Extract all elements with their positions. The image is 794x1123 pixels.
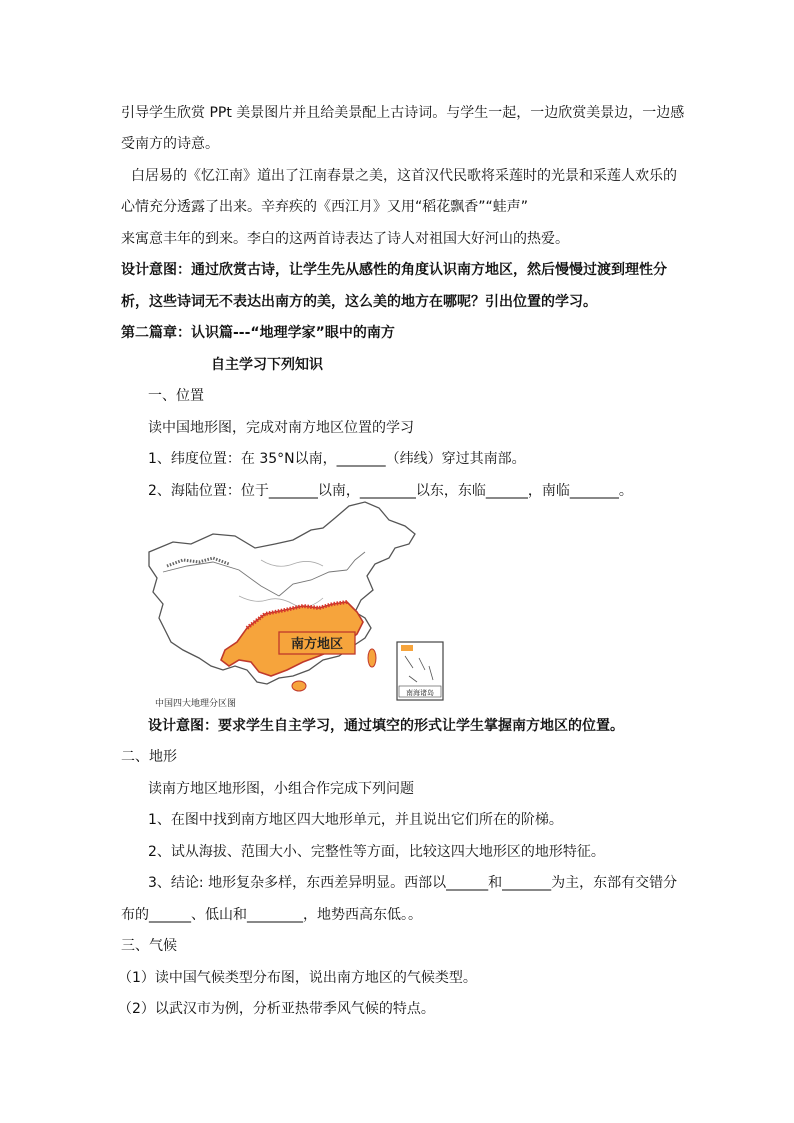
- design-intent-line: 设计意图：通过欣赏古诗，让学生先从感性的角度认识南方地区，然后慢慢过渡到理性分: [121, 262, 667, 278]
- china-regions-map: [143, 500, 446, 710]
- question-line: （2）以武汉市为例，分析亚热带季风气候的特点。: [118, 1001, 435, 1017]
- inset-land: [401, 645, 413, 651]
- question-line: （1）读中国气候类型分布图，说出南方地区的气候类型。: [118, 970, 477, 986]
- map-graphic: [143, 500, 446, 710]
- inset-label: 南海诸岛: [406, 689, 434, 697]
- question-line: 1、纬度位置：在 35°N以南，_______（纬线）穿过其南部。: [148, 451, 526, 467]
- section-heading-climate: 三、气候: [121, 938, 177, 954]
- instruction-line: 读中国地形图，完成对南方地区位置的学习: [148, 420, 414, 436]
- paragraph-line: 受南方的诗意。: [121, 136, 219, 152]
- taiwan-island: [368, 649, 376, 667]
- design-intent-line: 设计意图：要求学生自主学习，通过填空的形式让学生掌握南方地区的位置。: [148, 718, 624, 734]
- design-intent-line: 析，这些诗词无不表达出南方的美，这么美的地方在哪呢？引出位置的学习。: [121, 294, 597, 310]
- question-line: 布的______、低山和________，地势西高东低。。: [121, 907, 422, 923]
- question-line: 1、在图中找到南方地区四大地形单元，并且说出它们所在的阶梯。: [148, 812, 563, 828]
- question-line: 2、海陆位置：位于_______以南，________以东，东临______，南临_______。: [148, 483, 633, 499]
- map-caption: 中国四大地理分区图: [155, 699, 237, 709]
- paragraph-line: 来寓意丰年的到来。李白的这两首诗表达了诗人对祖国大好河山的热爱。: [121, 231, 569, 247]
- hainan-island: [292, 681, 306, 691]
- question-line: 3、结论: 地形复杂多样，东西差异明显。西部以______和_______为主，东部有交错分: [148, 875, 678, 891]
- question-line: 2、试从海拔、范围大小、完整性等方面，比较这四大地形区的地形特征。: [148, 844, 605, 860]
- paragraph-line: 引导学生欣赏 PPt 美景图片并且给美景配上古诗词。与学生一起，一边欣赏美景边，一边感: [121, 105, 685, 121]
- instruction-line: 读南方地区地形图，小组合作完成下列问题: [148, 781, 414, 797]
- chapter-heading: 第二篇章：认识篇---“地理学家”眼中的南方: [121, 325, 395, 341]
- paragraph-line: 心情充分透露了出来。辛弃疾的《西江月》又用“稻花飘香”“蛙声”: [121, 199, 529, 215]
- section-heading-location: 一、位置: [148, 388, 204, 404]
- section-heading-terrain: 二、地形: [121, 749, 177, 765]
- paragraph-line: 白居易的《忆江南》道出了江南春景之美，这首汉代民歌将采莲时的光景和采莲人欢乐的: [131, 168, 677, 184]
- region-label: 南方地区: [290, 637, 344, 652]
- self-study-heading: 自主学习下列知识: [211, 357, 323, 373]
